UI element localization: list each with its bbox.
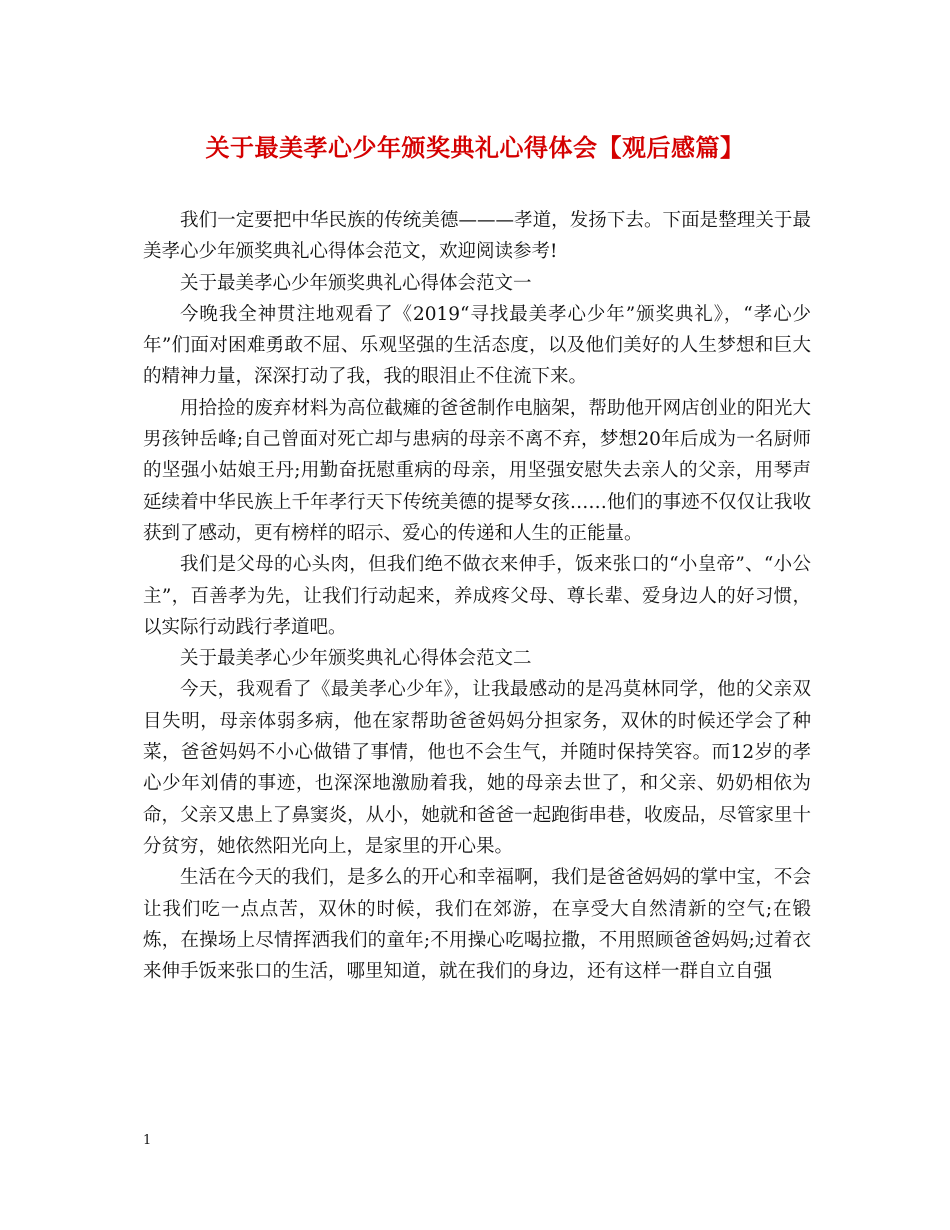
document-title: 关于最美孝心少年颁奖典礼心得体会【观后感篇】 — [205, 133, 745, 162]
page-number: 1 — [143, 1133, 152, 1148]
body-paragraph: 用拾捡的废弃材料为高位截瘫的爸爸制作电脑架，帮助他开网店创业的阳光大男孩钟岳峰;自己曾面对死亡却与患病的母亲不离不弃，梦想20年后成为一名厨师的坚强小姑娘王丹;用勤奋抚慰重病的母亲，用坚强安慰失去亲人的父亲，用琴声延续着中华民族上千年孝行天下传统美德的提琴女孩……他们的事迹不仅仅让我收获到了感动，更有榜样的昭示、爱心的传递和人生的正能量。 — [143, 397, 811, 544]
body-paragraph: 今晚我全神贯注地观看了《2019“寻找最美孝心少年”颁奖典礼》，“孝心少年”们面对困难勇敢不屈、乐观坚强的生活态度，以及他们美好的人生梦想和巨大的精神力量，深深打动了我，我的眼泪止不住流下来。 — [143, 303, 811, 388]
section-heading-1: 关于最美孝心少年颁奖典礼心得体会范文一 — [180, 272, 532, 294]
body-paragraph: 今天，我观看了《最美孝心少年》，让我最感动的是冯莫林同学，他的父亲双目失明，母亲体弱多病，他在家帮助爸爸妈妈分担家务，双休的时候还学会了种菜，爸爸妈妈不小心做错了事情，他也不会生气，并随时保持笑容。而12岁的孝心少年刘倩的事迹，也深深地激励着我，她的母亲去世了，和父亲、奶奶相依为命，父亲又患上了鼻窦炎，从小，她就和爸爸一起跑街串巷，收废品，尽管家里十分贫穷，她依然阳光向上，是家里的开心果。 — [143, 679, 811, 857]
body-paragraph: 生活在今天的我们，是多么的开心和幸福啊，我们是爸爸妈妈的掌中宝，不会让我们吃一点点苦，双休的时候，我们在郊游，在享受大自然清新的空气;在锻炼，在操场上尽情挥洒我们的童年;不用操心吃喝拉撒，不用照顾爸爸妈妈;过着衣来伸手饭来张口的生活，哪里知道，就在我们的身边，还有这样一群自立自强 — [143, 867, 811, 983]
section-heading-2: 关于最美孝心少年颁奖典礼心得体会范文二 — [180, 648, 532, 670]
body-paragraph: 我们是父母的心头肉，但我们绝不做衣来伸手，饭来张口的“小皇帝”、“小公主”，百善孝为先，让我们行动起来，养成疼父母、尊长辈、爱身边人的好习惯，以实际行动践行孝道吧。 — [143, 554, 811, 638]
document-body — [143, 205, 811, 987]
intro-paragraph: 我们一定要把中华民族的传统美德———孝道，发扬下去。下面是整理关于最美孝心少年颁奖典礼心得体会范文，欢迎阅读参考! — [143, 210, 811, 263]
